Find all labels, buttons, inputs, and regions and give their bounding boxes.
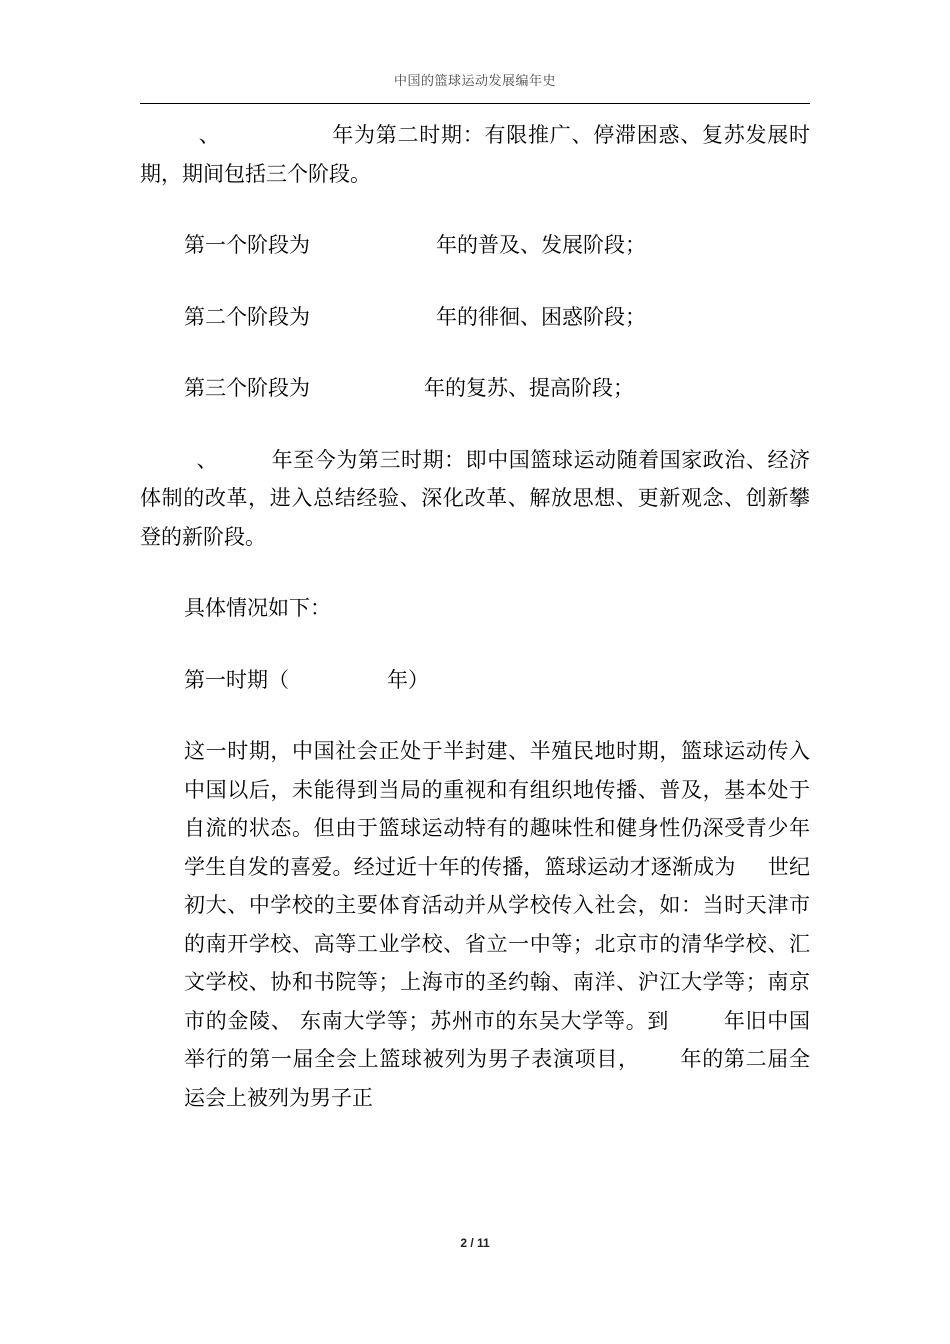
paragraph-text: 年为第二时期：有限推广、停滞困惑、复苏发展时期，期间包括三个阶段。 [140, 123, 810, 186]
page-number: 2 / 11 [460, 1236, 490, 1250]
paragraph-text: 这一时期，中国社会正处于半封建、半殖民地时期，篮球运动传入中国以后，未能得到当局的重视和有组织地传播、普及，基本处于自流的状态。但由于篮球运动特有的趣味性和健身性仍深受青少年学生自发的喜爱。经过近十年的传播，篮球运动才逐渐成为 [184, 739, 810, 879]
paragraph-first-period-body [140, 732, 810, 1117]
paragraph-first-period-heading [140, 661, 810, 700]
paragraph-text: 世纪初大、中学校的主要体育活动并从学校传入社会，如：当时天津市的南开学校、高等工业学校、省立一中等；北京市的清华学校、汇文学校、协和书院等；上海市的圣约翰、南洋、沪江大学等；南京市的金陵、 东南大学等；苏州市的东吴大学等。到 [184, 854, 811, 1033]
body-text [140, 116, 810, 1117]
paragraph-text: 年的徘徊、困惑阶段； [436, 304, 646, 329]
paragraph-lead: 第二个阶段为 [184, 304, 310, 329]
paragraph-text: 年的第二届全运会上被列为男子正 [184, 1047, 811, 1110]
paragraph-text: 年） [387, 667, 429, 692]
paragraph-stage-two [140, 298, 810, 337]
paragraph-details-intro: 具体情况如下： [184, 596, 331, 620]
paragraph-text: 年的普及、发展阶段； [436, 233, 646, 257]
paragraph-lead: 第一时期（ [184, 667, 289, 692]
paragraph-text: 年旧中国举行的第一届全会上篮球被列为男子表演项目， [184, 1008, 810, 1071]
paragraph-lead: 第三个阶段为 [184, 376, 310, 400]
running-header: 中国的篮球运动发展编年史 [393, 74, 556, 89]
paragraph-stage-one [140, 226, 810, 265]
header-rule [140, 103, 810, 104]
paragraph-third-period [140, 441, 810, 557]
paragraph-text: 年的复苏、提高阶段； [424, 376, 634, 400]
paragraph-lead: 、 [198, 123, 221, 147]
paragraph-lead: 第一个阶段为 [184, 233, 310, 257]
paragraph-second-period [140, 116, 810, 193]
paragraph-stage-three [140, 369, 810, 408]
paragraph-lead: 、 [196, 447, 219, 472]
paragraph-text: 年至今为第三时期：即中国篮球运动随着国家政治、经济体制的改革，进入总结经验、深化改革、解放思想、更新观念、创新攀登的新阶段。 [140, 447, 811, 549]
